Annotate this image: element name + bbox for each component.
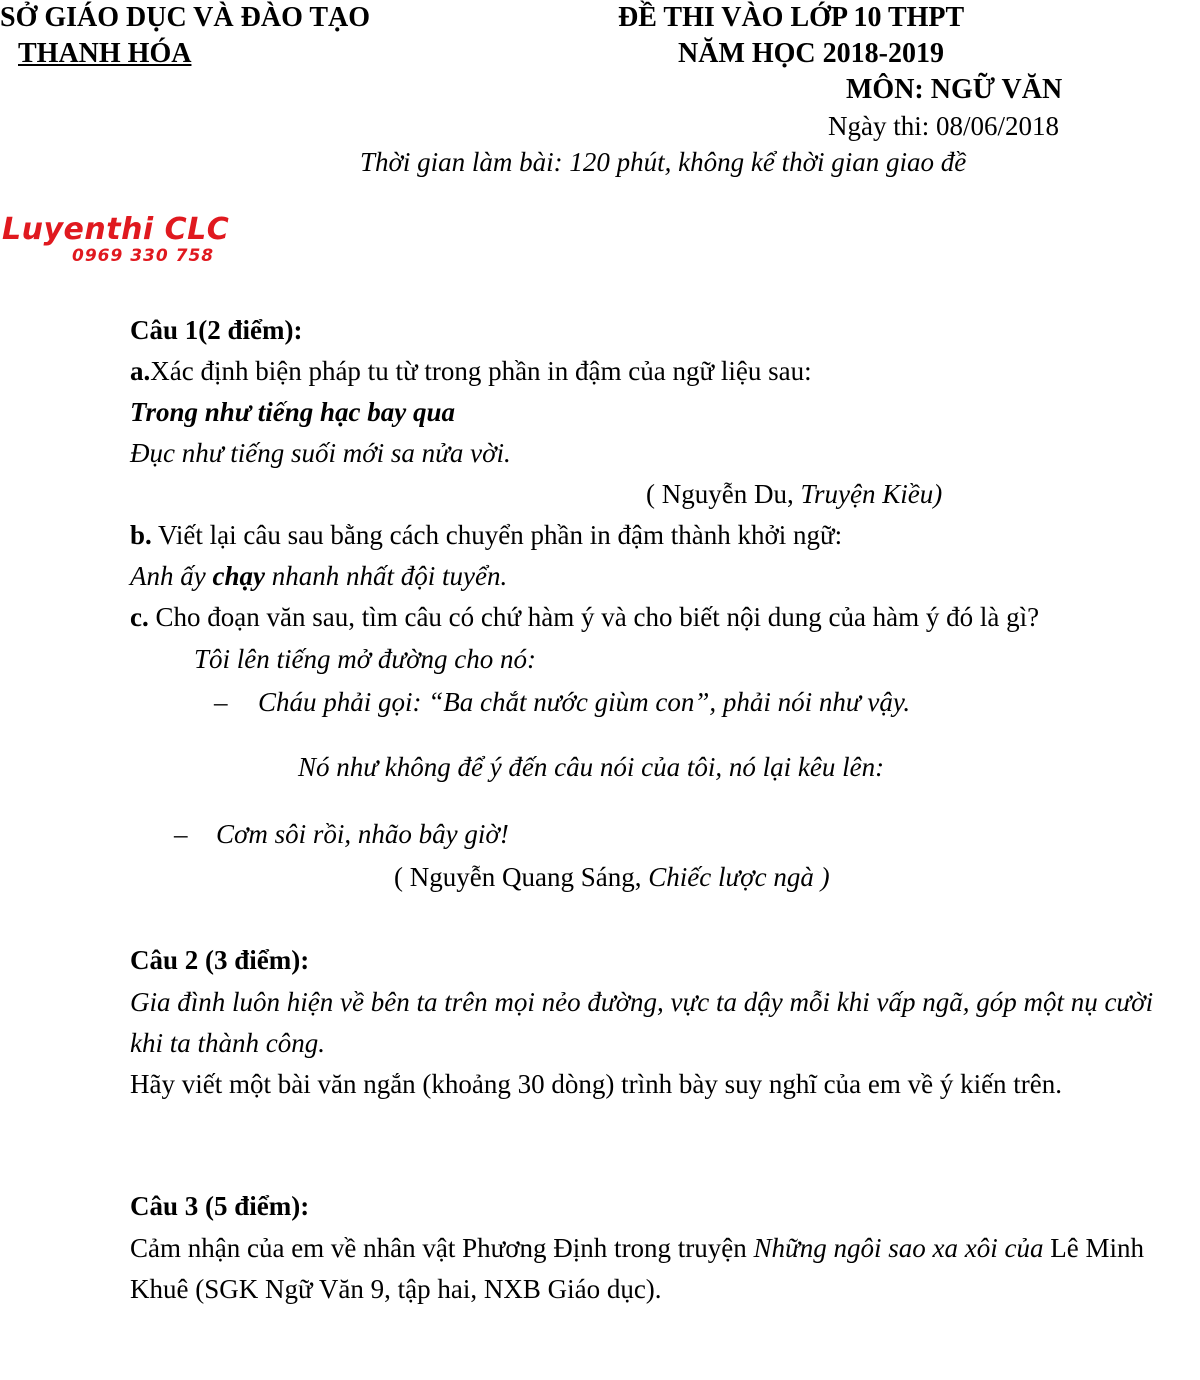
excerpt-line-3: Nó như không để ý đến câu nói của tôi, nó lại kêu lên:	[298, 752, 885, 782]
question-1-heading: Câu 1(2 điểm):	[130, 315, 303, 345]
q1b-sentence-bold: chạy	[212, 561, 265, 591]
excerpt-line-1: Tôi lên tiếng mở đường cho nó:	[194, 644, 537, 674]
q1c-text: Cho đoạn văn sau, tìm câu có chứ hàm ý và cho biết nội dung của hàm ý đó là gì?	[148, 602, 1040, 632]
q1b-sentence	[130, 560, 507, 592]
q1a-text: Xác định biện pháp tu từ trong phần in đậm của ngữ liệu sau:	[150, 356, 812, 386]
question-2-quote: Gia đình luôn hiện về bên ta trên mọi nẻo đường, vực ta dậy mỗi khi vấp ngã, góp một nụ cười khi ta thành công.	[130, 987, 1154, 1058]
q1a-label: a.	[130, 356, 151, 386]
department-name: SỞ GIÁO DỤC VÀ ĐÀO TẠO	[0, 2, 371, 33]
q3-text-pre: Cảm nhận của em về nhân vật Phương Định trong truyện	[130, 1233, 754, 1263]
exam-date: Ngày thi: 08/06/2018	[828, 111, 1059, 141]
province-name: THANH HÓA	[18, 38, 192, 69]
source-2	[394, 861, 830, 893]
excerpt-dash-2: –	[174, 819, 188, 849]
subject: MÔN: NGỮ VĂN	[846, 74, 1063, 105]
excerpt-line-4: Cơm sôi rồi, nhão bây giờ!	[216, 819, 509, 849]
poem-line-2: Đục như tiếng suối mới sa nửa vời.	[130, 438, 511, 468]
q3-text-work: Những ngôi sao xa xôi của	[753, 1233, 1044, 1263]
question-1b	[130, 519, 842, 551]
source-2-work: Chiếc lược ngà )	[648, 862, 830, 892]
question-2-task: Hãy viết một bài văn ngắn (khoảng 30 dòng) trình bày suy nghĩ của em về ý kiến trên.	[130, 1069, 1063, 1099]
question-3-heading: Câu 3 (5 điểm):	[130, 1191, 310, 1221]
question-1c	[130, 601, 1039, 633]
poem-line-1: Trong như tiếng hạc bay qua	[130, 397, 455, 427]
q1b-sentence-post: nhanh nhất đội tuyển.	[264, 561, 508, 591]
question-3-text	[130, 1228, 1180, 1310]
q1c-label: c.	[130, 602, 149, 632]
school-year: NĂM HỌC 2018-2019	[678, 38, 944, 69]
logo-name: Luyenthi CLC	[2, 212, 230, 247]
question-1a	[130, 355, 812, 387]
q1b-sentence-pre: Anh ấy	[130, 561, 213, 591]
source-1-author: ( Nguyễn Du,	[646, 479, 801, 509]
excerpt-line-2: Cháu phải gọi: “Ba chắt nước giùm con”, phải nói như vậy.	[258, 687, 911, 717]
q1b-text: Viết lại câu sau bằng cách chuyển phần in đậm thành khởi ngữ:	[151, 520, 843, 550]
question-2-heading: Câu 2 (3 điểm):	[130, 945, 310, 975]
exam-duration: Thời gian làm bài: 120 phút, không kể thời gian giao đề	[360, 147, 967, 177]
q1b-label: b.	[130, 520, 152, 550]
exam-title: ĐỀ THI VÀO LỚP 10 THPT	[618, 2, 965, 33]
logo-phone: 0969 330 758	[72, 246, 215, 266]
q3-text-post: Lê Minh Khuê (SGK Ngữ Văn 9, tập hai, NXB Giáo dục).	[130, 1233, 1144, 1304]
source-1	[646, 478, 942, 510]
source-2-author: ( Nguyễn Quang Sáng,	[394, 862, 649, 892]
source-1-work: Truyện Kiều)	[800, 479, 943, 509]
excerpt-dash-1: –	[214, 687, 228, 717]
